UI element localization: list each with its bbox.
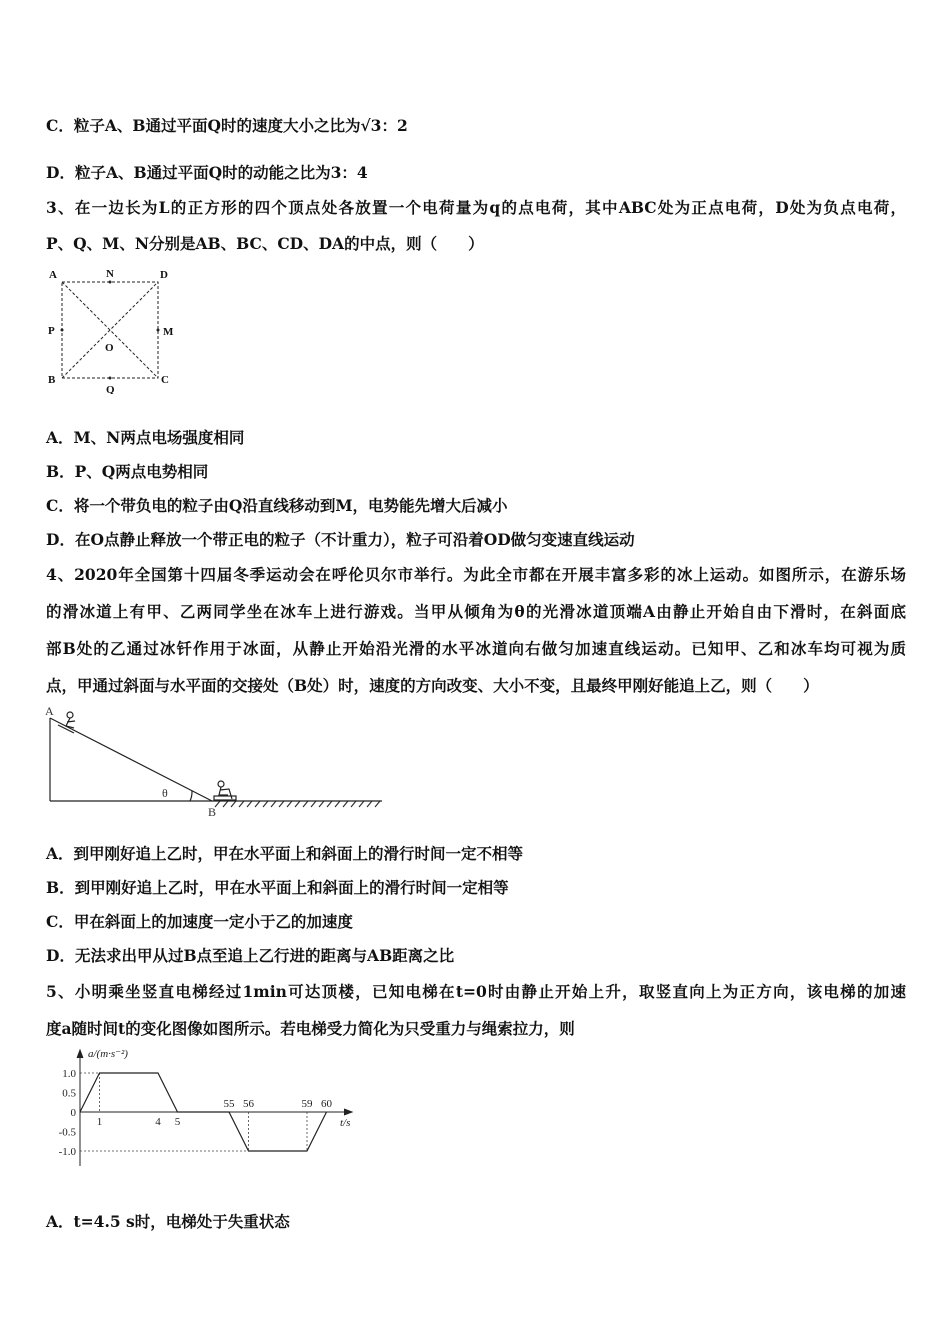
x-axis-arrow [344,1109,352,1115]
ground-hatching [215,801,380,807]
option-b-q3: B．P、Q两点电势相同 [46,462,209,481]
option-c-q3: C．将一个带负电的粒子由Q沿直线移动到M，电势能先增大后减小 [46,496,508,515]
option-c-q2 [46,114,408,136]
label-b: B [48,374,56,386]
option-c-q2-text: C．粒子A、B通过平面Q时的速度大小之比为√3：2 [46,116,408,135]
y-tick-label: 0 [70,1107,76,1119]
sled-person-b-icon [214,781,236,800]
label-slope-b: B [208,805,217,819]
x-tick-label: 56 [243,1098,254,1110]
y-tick-label: 1.0 [62,1068,76,1080]
y-tick-label: -0.5 [58,1126,76,1139]
label-o: O [105,342,114,354]
option-a-q4: A．到甲刚好追上乙时，甲在水平面上和斜面上的滑行时间一定不相等 [46,844,524,863]
label-slope-a: A [45,704,54,718]
option-d-q3: D．在O点静止释放一个带正电的粒子（不计重力），粒子可沿着OD做匀变速直线运动 [46,530,635,549]
label-m: M [163,326,174,338]
x-tick-label: 60 [321,1098,332,1110]
label-p: P [48,325,55,337]
question-4-line-3: 部B处的乙通过冰钎作用于冰面，从静止开始沿光滑的水平冰道向右做匀加速直线运动。已知甲、乙和冰车均可视为质 [46,639,906,658]
y-tick-label: -1.0 [58,1146,76,1158]
angle-arc [190,791,192,801]
y-tick-label: 0.5 [62,1087,76,1100]
x-tick-label: 1 [96,1116,103,1128]
y-axis-label: a/(m·s⁻²) [88,1048,128,1060]
x-axis-label: t/s [340,1117,351,1129]
question-4-line-2: 的滑冰道上有甲、乙两同学坐在冰车上进行游戏。当甲从倾角为θ的光滑冰道顶端A由静止开始自由下滑时，在斜面底 [46,602,906,621]
option-a-q3: A．M、N两点电场强度相同 [46,428,245,447]
acceleration-time-graph [40,1044,380,1174]
label-d: D [160,269,168,281]
square-charge-figure [44,264,184,394]
option-d-q2: D．粒子A、B通过平面Q时的动能之比为3：4 [46,163,368,182]
question-3-line-2: P、Q、M、N分别是AB、BC、CD、DA的中点，则（ ） [46,234,484,253]
option-c-q4: C．甲在斜面上的加速度一定小于乙的加速度 [46,912,353,931]
label-q: Q [106,384,115,394]
slope-incline [50,718,212,801]
question-5-line-2: 度a随时间t的变化图像如图所示。若电梯受力简化为只受重力与绳索拉力，则 [46,1019,575,1038]
label-c: C [161,374,169,386]
question-5-line-1: 5、小明乘坐竖直电梯经过1min可达顶楼，已知电梯在t=0时由静止开始上升，取竖直向上为正方向，该电梯的加速 [46,982,906,1001]
x-tick-label: 5 [174,1116,181,1128]
question-3-line-1: 3、在一边长为L的正方形的四个顶点处各放置一个电荷量为q的点电荷，其中ABC处为正点电荷，D处为负点电荷， [46,198,906,217]
label-a: A [49,269,57,281]
x-tick-label: 55 [223,1098,235,1110]
option-a-q5: A．t=4.5 s时，电梯处于失重状态 [46,1212,290,1231]
option-d-q4: D．无法求出甲从过B点至追上乙行进的距离与AB距离之比 [46,946,455,965]
x-tick-label: 4 [155,1116,161,1128]
x-tick-label: 59 [301,1098,313,1110]
question-4-line-1: 4、2020年全国第十四届冬季运动会在呼伦贝尔市举行。为此全市都在开展丰富多彩的冰上运动。如图所示，在游乐场 [46,565,906,584]
option-b-q4: B．到甲刚好追上乙时，甲在水平面上和斜面上的滑行时间一定相等 [46,878,509,897]
question-4-line-4: 点，甲通过斜面与水平面的交接处（B处）时，速度的方向改变、大小不变，且最终甲刚好能追上乙，则（ ） [46,676,819,695]
y-axis-arrow [77,1050,83,1058]
label-theta: θ [162,786,168,800]
ice-slope-figure [40,704,390,819]
label-n: N [106,268,114,280]
